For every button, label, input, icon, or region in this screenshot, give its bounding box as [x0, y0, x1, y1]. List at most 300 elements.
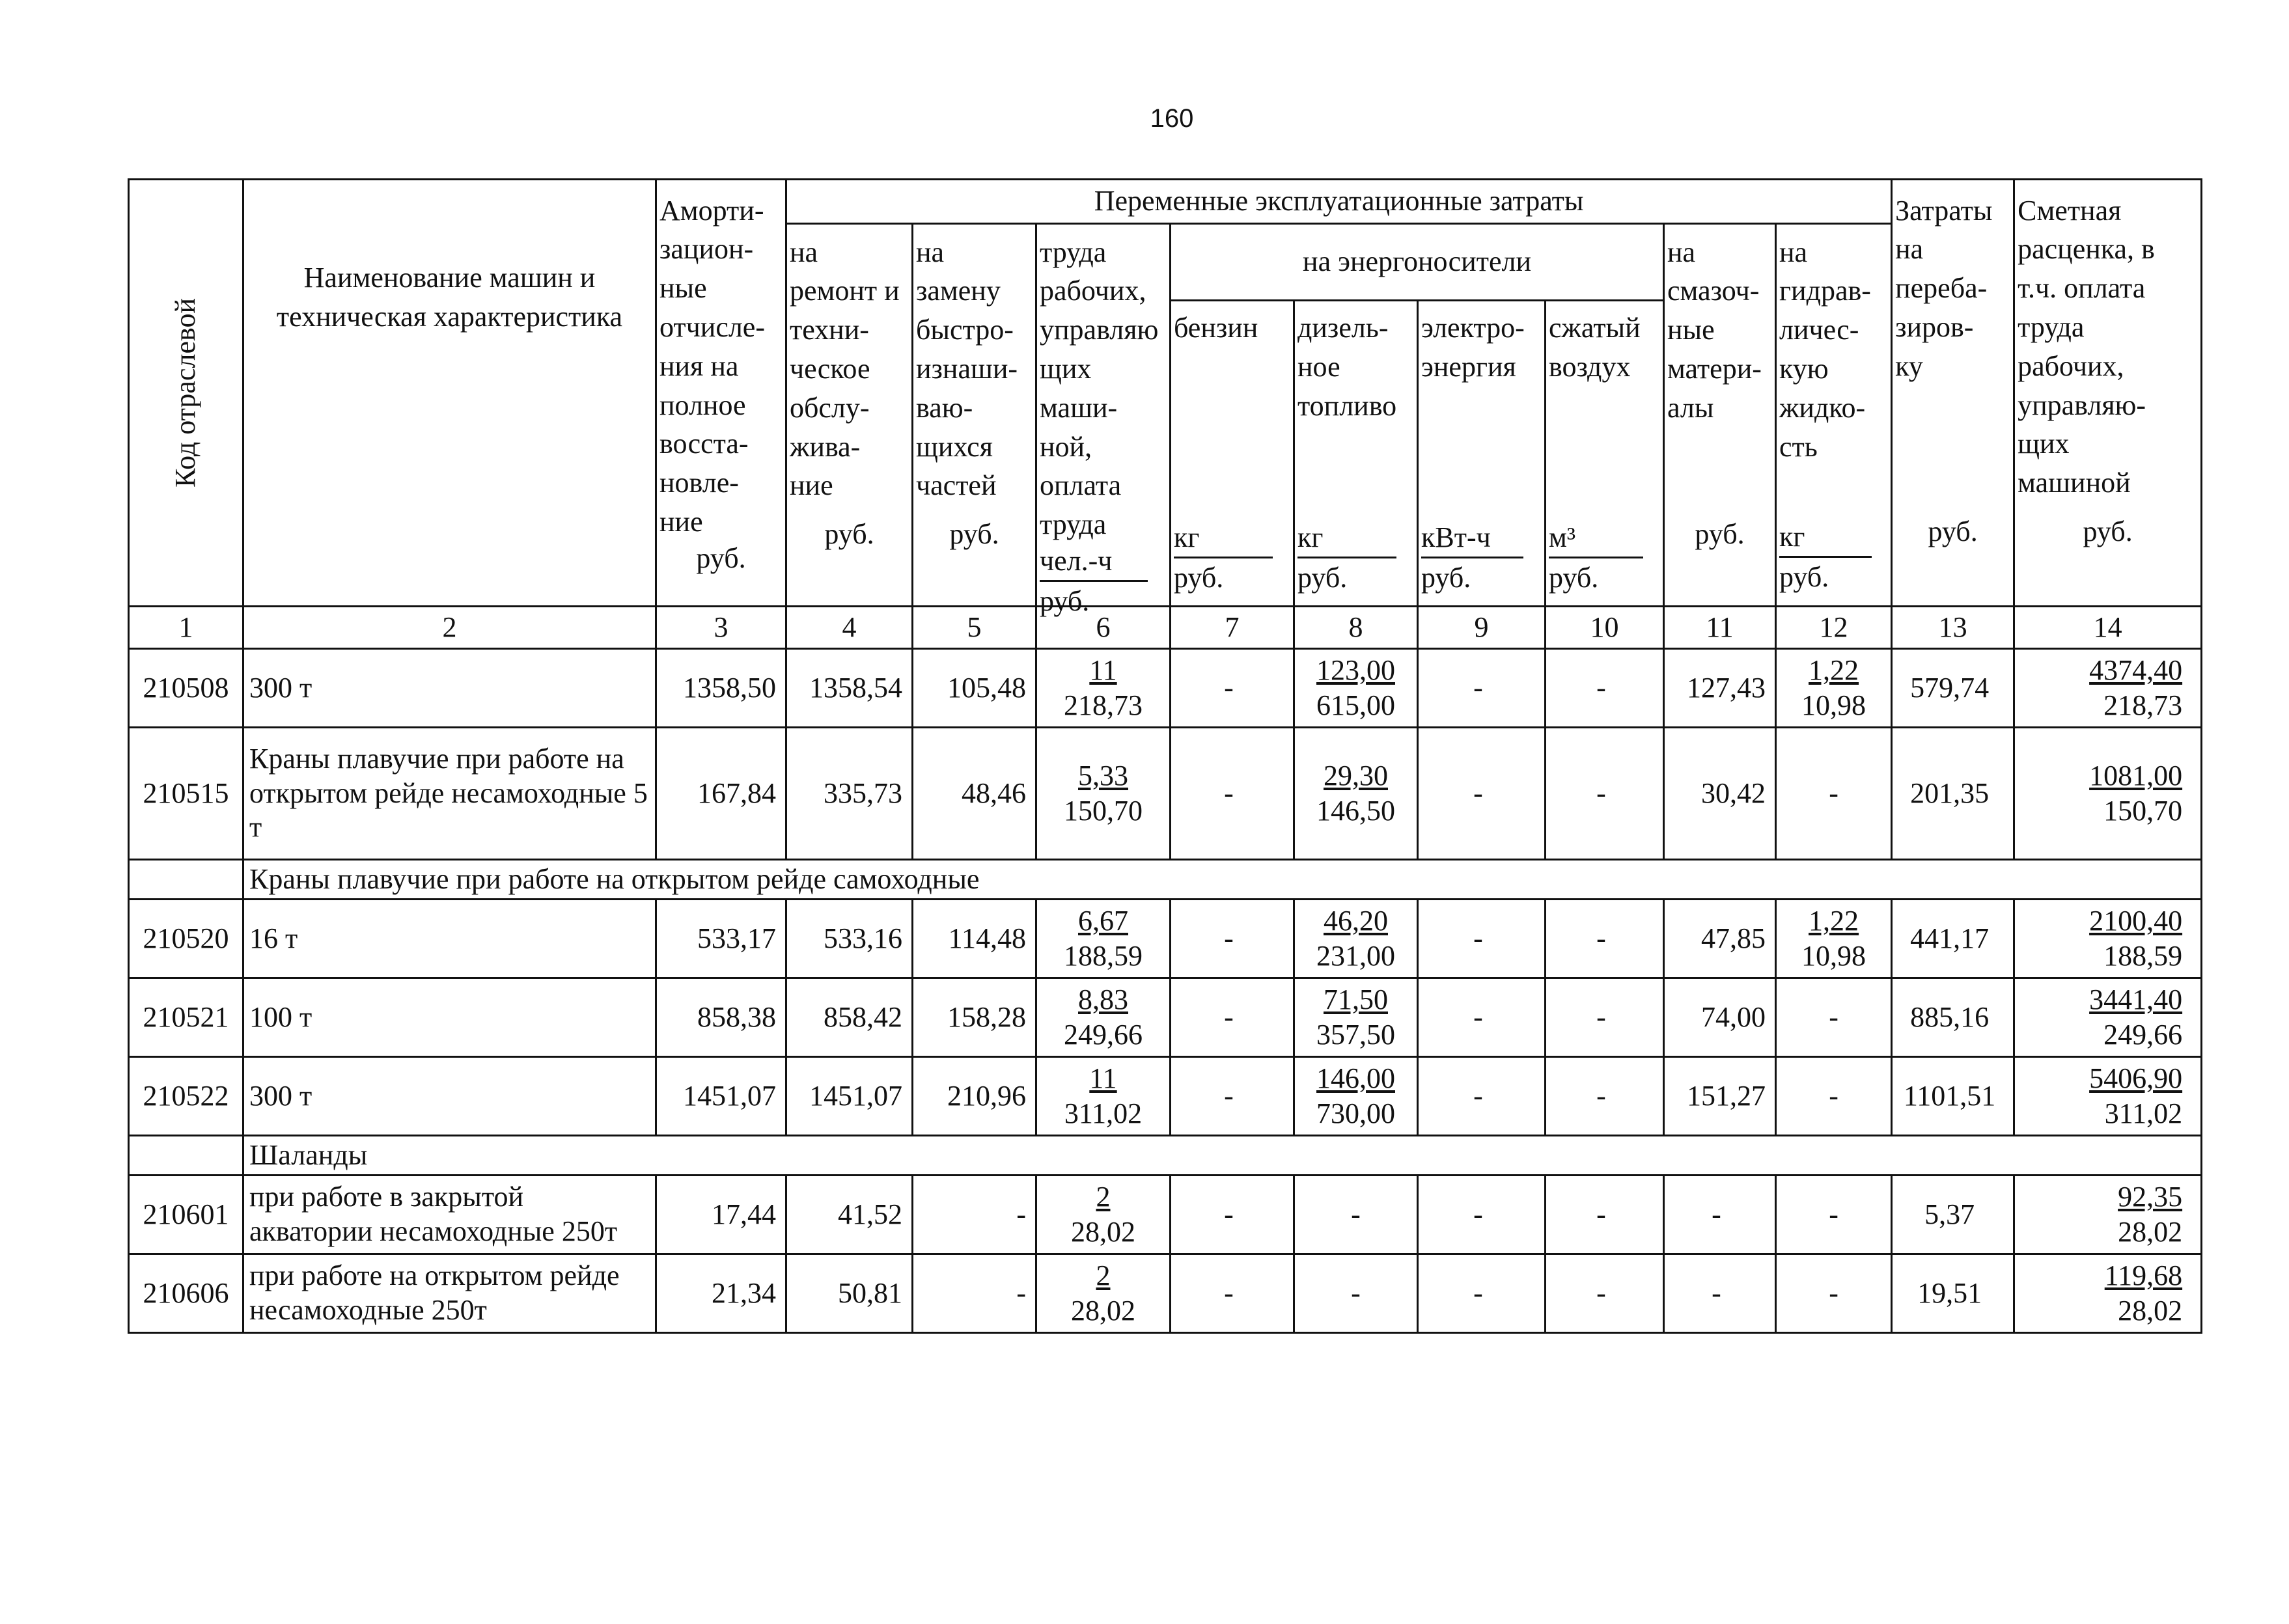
row-rate [2014, 649, 2202, 728]
unit-bottom: руб. [1297, 562, 1348, 594]
header-line: переба- [1895, 272, 1988, 305]
unit-top: кг [1779, 520, 1872, 558]
row-air: - [1546, 1057, 1664, 1136]
header-code [129, 180, 243, 607]
row-amortization: 858,38 [656, 978, 786, 1057]
section-title: Краны плавучие при работе на открытом рейде самоходные [243, 860, 2202, 900]
section-code-cell [129, 1136, 243, 1176]
row-air: - [1546, 1176, 1664, 1254]
h14-content [2018, 191, 2198, 595]
row-amortization: 533,17 [656, 900, 786, 978]
row-rate [2014, 728, 2202, 860]
row-gasoline: - [1171, 978, 1294, 1057]
rate-frac [2089, 758, 2182, 828]
h6-text [1040, 233, 1167, 545]
h5-unit: руб. [949, 517, 999, 550]
section-title: Шаланды [243, 1136, 2202, 1176]
row-relocation: 441,17 [1892, 900, 2014, 978]
row-labor [1036, 1254, 1171, 1333]
rate-frac-top: 3441,40 [2089, 984, 2183, 1016]
h4-text [790, 233, 909, 506]
hydraulic-frac-top: 1,22 [1809, 905, 1859, 937]
rate-frac [2118, 1179, 2182, 1249]
row-lubricants: 74,00 [1664, 978, 1776, 1057]
row-name: при работе в закрытой акватории несамоходные 250т [243, 1176, 656, 1254]
diesel-frac-top: 46,20 [1324, 905, 1388, 937]
unit-top: кВт-ч [1421, 521, 1523, 558]
header-line: жива- [790, 430, 861, 463]
header-line: на [1895, 233, 1924, 266]
column-number-7: 7 [1171, 607, 1294, 649]
row-repair: 858,42 [786, 978, 913, 1057]
row-gasoline: - [1171, 728, 1294, 860]
row-gasoline: - [1171, 1254, 1294, 1333]
row-repair: 1451,07 [786, 1057, 913, 1136]
labor-frac-bottom: 28,02 [1071, 1294, 1135, 1327]
header-line: ваю- [916, 391, 973, 424]
header-line: личес- [1779, 314, 1859, 346]
header-line: щих [1040, 352, 1092, 385]
header-line: ные [1667, 314, 1715, 346]
h5-text [916, 233, 1033, 506]
row-code: 210606 [129, 1254, 243, 1333]
h8-content [1297, 309, 1414, 598]
rate-frac [2089, 903, 2182, 973]
header-line: ремонт и [790, 275, 900, 307]
row-relocation: 201,35 [1892, 728, 2014, 860]
h14-text [2018, 191, 2198, 503]
labor-frac [1064, 758, 1143, 828]
header-line: сжатый [1549, 312, 1641, 344]
header-line: электро- [1421, 312, 1525, 344]
header-line: т.ч. оплата [2018, 272, 2146, 305]
h12-unit [1779, 520, 1888, 598]
labor-frac [1064, 982, 1143, 1052]
row-labor [1036, 1057, 1171, 1136]
row-air: - [1546, 978, 1664, 1057]
row-relocation: 885,16 [1892, 978, 2014, 1057]
header-line: новле- [659, 467, 739, 499]
header-line: Затраты [1895, 194, 1993, 227]
row-gasoline: - [1171, 649, 1294, 728]
row-relocation: 19,51 [1892, 1254, 2014, 1333]
unit-bottom: руб. [1421, 562, 1471, 594]
h10-text [1549, 309, 1660, 387]
row-diesel: - [1294, 1254, 1418, 1333]
header-line: ку [1895, 350, 1923, 382]
hydraulic-frac [1801, 653, 1866, 723]
row-hydraulic: - [1776, 1176, 1892, 1254]
header-line: на [790, 236, 818, 268]
labor-frac-top: 8,83 [1078, 984, 1128, 1016]
column-number-9: 9 [1418, 607, 1546, 649]
header-line: изнаши- [916, 352, 1018, 385]
row-electricity: - [1418, 900, 1546, 978]
rate-frac-bottom: 311,02 [2104, 1097, 2183, 1129]
column-number-10: 10 [1546, 607, 1664, 649]
row-amortization: 1451,07 [656, 1057, 786, 1136]
diesel-frac-top: 123,00 [1316, 654, 1395, 687]
header-col12 [1776, 224, 1892, 607]
header-col5 [913, 224, 1036, 607]
header-col10 [1546, 301, 1664, 607]
h3-content [659, 191, 783, 595]
row-diesel [1294, 1057, 1418, 1136]
table-row [129, 1254, 2202, 1333]
diesel-frac-bottom: 231,00 [1316, 939, 1395, 972]
row-gasoline: - [1171, 1057, 1294, 1136]
labor-frac-top: 11 [1089, 654, 1117, 687]
header-line: воздух [1549, 350, 1631, 383]
h7-unit [1174, 521, 1290, 598]
rate-frac-bottom: 218,73 [2103, 689, 2183, 721]
row-hydraulic: - [1776, 728, 1892, 860]
header-line: на [916, 236, 945, 268]
unit-top: кг [1297, 521, 1396, 558]
row-rate [2014, 900, 2202, 978]
row-code: 210521 [129, 978, 243, 1057]
h13-text [1895, 191, 2010, 386]
diesel-frac [1316, 758, 1395, 828]
header-line: Аморти- [659, 194, 764, 227]
header-line: быстро- [916, 314, 1014, 346]
row-labor [1036, 978, 1171, 1057]
row-electricity: - [1418, 1176, 1546, 1254]
header-line: топливо [1297, 389, 1397, 422]
diesel-frac-bottom: 357,50 [1316, 1018, 1395, 1051]
diesel-frac-bottom: 730,00 [1316, 1097, 1395, 1129]
table-row [129, 900, 2202, 978]
row-repair: 41,52 [786, 1176, 913, 1254]
row-labor [1036, 649, 1171, 728]
row-air: - [1546, 728, 1664, 860]
row-amortization: 1358,50 [656, 649, 786, 728]
h12-text [1779, 233, 1888, 467]
labor-frac-bottom: 188,59 [1064, 939, 1143, 972]
row-air: - [1546, 900, 1664, 978]
header-line: труда [2018, 310, 2085, 343]
unit-bottom: руб. [1779, 560, 1829, 593]
h9-content [1421, 309, 1542, 598]
header-line: труда [1040, 508, 1107, 541]
rate-frac-top: 1081,00 [2089, 760, 2183, 792]
row-repair: 335,73 [786, 728, 913, 860]
table-row [129, 728, 2202, 860]
row-hydraulic: - [1776, 978, 1892, 1057]
diesel-frac [1316, 653, 1395, 723]
header-line: матери- [1667, 352, 1762, 385]
row-lubricants: - [1664, 1176, 1776, 1254]
h7-text [1174, 309, 1290, 348]
row-diesel [1294, 728, 1418, 860]
diesel-frac [1316, 1061, 1395, 1131]
rate-frac-top: 4374,40 [2089, 654, 2183, 687]
header-line: ние [790, 469, 833, 502]
column-number-5: 5 [913, 607, 1036, 649]
rate-frac-bottom: 249,66 [2103, 1018, 2183, 1051]
row-parts: 48,46 [913, 728, 1036, 860]
header-line: ной, [1040, 430, 1092, 463]
h8-text [1297, 309, 1414, 425]
row-electricity: - [1418, 728, 1546, 860]
unit-top: чел.-ч [1040, 544, 1148, 582]
diesel-frac [1316, 903, 1395, 973]
row-repair: 533,16 [786, 900, 913, 978]
row-lubricants: 47,85 [1664, 900, 1776, 978]
diesel-frac-top: 146,00 [1316, 1062, 1395, 1095]
row-gasoline: - [1171, 1176, 1294, 1254]
h10-content [1549, 309, 1660, 598]
header-line: энергия [1421, 350, 1516, 383]
row-parts: 210,96 [913, 1057, 1036, 1136]
header-line: алы [1667, 391, 1714, 424]
labor-frac [1064, 1061, 1142, 1131]
header-line: щихся [916, 430, 993, 463]
unit-bottom: руб. [1549, 562, 1599, 594]
row-name: 300 т [243, 1057, 656, 1136]
header-line: маши- [1040, 391, 1118, 424]
row-electricity: - [1418, 1057, 1546, 1136]
labor-frac [1071, 1258, 1135, 1328]
header-line: ческое [790, 352, 870, 385]
h8-unit [1297, 521, 1414, 598]
rate-frac-bottom: 188,59 [2103, 939, 2183, 972]
row-relocation: 5,37 [1892, 1176, 2014, 1254]
row-rate [2014, 978, 2202, 1057]
row-repair: 50,81 [786, 1254, 913, 1333]
unit-top: кг [1174, 521, 1273, 558]
table-row [129, 1176, 2202, 1254]
h5-content [916, 233, 1033, 598]
header-line: рабочих, [2018, 350, 2124, 382]
diesel-frac-top: 71,50 [1324, 984, 1388, 1016]
header-name [243, 180, 656, 607]
column-number-14: 14 [2014, 607, 2202, 649]
rate-frac-top: 119,68 [2104, 1259, 2183, 1292]
row-rate [2014, 1254, 2202, 1333]
header-line: зацион- [659, 233, 754, 266]
row-lubricants: 30,42 [1664, 728, 1776, 860]
row-name: Краны плавучие при работе на открытом рейде несамоходные 5 т [243, 728, 656, 860]
header-col13 [1892, 180, 2014, 607]
row-electricity: - [1418, 978, 1546, 1057]
header-col11 [1664, 224, 1776, 607]
rate-frac [2089, 653, 2182, 723]
row-parts: 158,28 [913, 978, 1036, 1057]
variable-costs-group: Переменные эксплуатационные затраты [786, 180, 1892, 224]
header-name-label: Наименование машин и техническая характеристика [276, 262, 623, 333]
header-line: жидко- [1779, 391, 1866, 424]
machine-cost-table [128, 178, 2202, 1334]
row-rate [2014, 1057, 2202, 1136]
column-number-13: 13 [1892, 607, 2014, 649]
h11-unit: руб. [1695, 517, 1745, 550]
page-number: 160 [1150, 104, 1194, 133]
hydraulic-frac [1801, 903, 1866, 973]
column-number-8: 8 [1294, 607, 1418, 649]
header-line: зиров- [1895, 310, 1974, 343]
row-amortization: 21,34 [656, 1254, 786, 1333]
h7-content [1174, 309, 1290, 598]
column-number-3: 3 [656, 607, 786, 649]
h13-content [1895, 191, 2010, 595]
h9-text [1421, 309, 1542, 387]
hydraulic-frac-bottom: 10,98 [1801, 689, 1866, 721]
labor-frac-bottom: 311,02 [1064, 1097, 1143, 1129]
header-line: ние [659, 506, 703, 538]
labor-frac-bottom: 249,66 [1064, 1018, 1143, 1051]
row-diesel [1294, 649, 1418, 728]
h11-text [1667, 233, 1772, 428]
labor-frac [1071, 1179, 1135, 1249]
row-air: - [1546, 1254, 1664, 1333]
row-diesel [1294, 978, 1418, 1057]
header-line: труда [1040, 236, 1107, 268]
header-line: бензин [1174, 312, 1258, 344]
unit-top: м³ [1549, 521, 1643, 558]
row-hydraulic [1776, 649, 1892, 728]
header-line: рабочих, [1040, 275, 1146, 307]
diesel-frac-bottom: 615,00 [1316, 689, 1395, 721]
rate-frac-bottom: 28,02 [2118, 1294, 2183, 1327]
header-line: дизель- [1297, 312, 1389, 344]
table-row [129, 1057, 2202, 1136]
row-name: при работе на открытом рейде несамоходные 250т [243, 1254, 656, 1333]
labor-frac [1064, 653, 1143, 723]
h13-unit: руб. [1928, 515, 1978, 547]
header-line: замену [916, 275, 1001, 307]
section-row [129, 1136, 2202, 1176]
header-col4 [786, 224, 913, 607]
header-line: на [1779, 236, 1808, 268]
table-row [129, 649, 2202, 728]
header-line: машиной [2018, 467, 2131, 499]
h3-unit: руб. [696, 542, 746, 574]
row-labor [1036, 728, 1171, 860]
rate-frac-top: 92,35 [2118, 1181, 2183, 1213]
column-number-2: 2 [243, 607, 656, 649]
rate-frac-bottom: 28,02 [2118, 1215, 2183, 1248]
header-line: восста- [659, 428, 749, 460]
row-name: 100 т [243, 978, 656, 1057]
header-line: ное [1297, 350, 1340, 383]
h4-unit: руб. [824, 517, 874, 550]
row-labor [1036, 900, 1171, 978]
header-line: отчисле- [659, 310, 765, 343]
h6-content [1040, 233, 1167, 617]
row-code: 210515 [129, 728, 243, 860]
row-labor [1036, 1176, 1171, 1254]
section-code-cell [129, 860, 243, 900]
row-parts: 105,48 [913, 649, 1036, 728]
header-line: ния на [659, 350, 739, 382]
labor-frac-top: 6,67 [1078, 905, 1128, 937]
row-lubricants: 127,43 [1664, 649, 1776, 728]
row-code: 210601 [129, 1176, 243, 1254]
header-line: оплата [1040, 469, 1122, 502]
header-line: смазоч- [1667, 275, 1760, 307]
row-diesel: - [1294, 1176, 1418, 1254]
row-hydraulic [1776, 900, 1892, 978]
rate-frac [2105, 1258, 2182, 1328]
labor-frac-bottom: 150,70 [1064, 794, 1143, 827]
header-col6 [1036, 224, 1171, 617]
row-repair: 1358,54 [786, 649, 913, 728]
labor-frac-top: 2 [1096, 1181, 1111, 1213]
header-line: полное [659, 389, 746, 421]
diesel-frac [1316, 982, 1395, 1052]
unit-bottom: руб. [1174, 562, 1224, 594]
row-code: 210520 [129, 900, 243, 978]
row-lubricants: 151,27 [1664, 1057, 1776, 1136]
row-air: - [1546, 649, 1664, 728]
labor-frac-top: 5,33 [1078, 760, 1128, 792]
rate-frac [2089, 982, 2182, 1052]
row-parts: - [913, 1254, 1036, 1333]
diesel-frac-bottom: 146,50 [1316, 794, 1395, 827]
hydraulic-frac-top: 1,22 [1809, 654, 1859, 687]
labor-frac-bottom: 218,73 [1064, 689, 1143, 721]
labor-frac-top: 2 [1096, 1259, 1111, 1292]
header-line: управляю [1040, 314, 1159, 346]
column-number-1: 1 [129, 607, 243, 649]
header-line: управляю- [2018, 389, 2146, 421]
labor-frac [1064, 903, 1143, 973]
column-number-4: 4 [786, 607, 913, 649]
row-relocation: 579,74 [1892, 649, 2014, 728]
h6-unit [1040, 544, 1167, 622]
header-line: ные [659, 272, 707, 305]
header-col9 [1418, 301, 1546, 607]
row-name: 16 т [243, 900, 656, 978]
rate-frac-top: 5406,90 [2089, 1062, 2183, 1095]
unit-bottom: руб. [1040, 585, 1090, 617]
header-line: частей [916, 469, 997, 502]
header-line: сть [1779, 430, 1818, 463]
header-col3 [656, 180, 786, 607]
h10-unit [1549, 521, 1660, 598]
column-number-11: 11 [1664, 607, 1776, 649]
hydraulic-frac-bottom: 10,98 [1801, 939, 1866, 972]
h12-content [1779, 233, 1888, 598]
row-code: 210508 [129, 649, 243, 728]
row-code: 210522 [129, 1057, 243, 1136]
header-line: кую [1779, 352, 1829, 385]
row-rate [2014, 1176, 2202, 1254]
table-row [129, 978, 2202, 1057]
header-line: гидрав- [1779, 275, 1871, 307]
row-name: 300 т [243, 649, 656, 728]
row-diesel [1294, 900, 1418, 978]
h9-unit [1421, 521, 1542, 598]
header-col8 [1294, 301, 1418, 607]
rate-frac [2089, 1061, 2182, 1131]
rate-frac-bottom: 150,70 [2103, 794, 2183, 827]
header-code-label: Код отраслевой [169, 297, 202, 488]
row-lubricants: - [1664, 1254, 1776, 1333]
row-hydraulic: - [1776, 1057, 1892, 1136]
row-amortization: 167,84 [656, 728, 786, 860]
header-line: на [1667, 236, 1696, 268]
header-col7 [1171, 301, 1294, 607]
energy-group: на энергоносители [1171, 224, 1664, 301]
diesel-frac-top: 29,30 [1324, 760, 1388, 792]
rate-frac-top: 2100,40 [2089, 905, 2183, 937]
h14-unit: руб. [2083, 515, 2133, 547]
row-electricity: - [1418, 649, 1546, 728]
h4-content [790, 233, 909, 598]
column-number-6: 6 [1036, 607, 1171, 649]
